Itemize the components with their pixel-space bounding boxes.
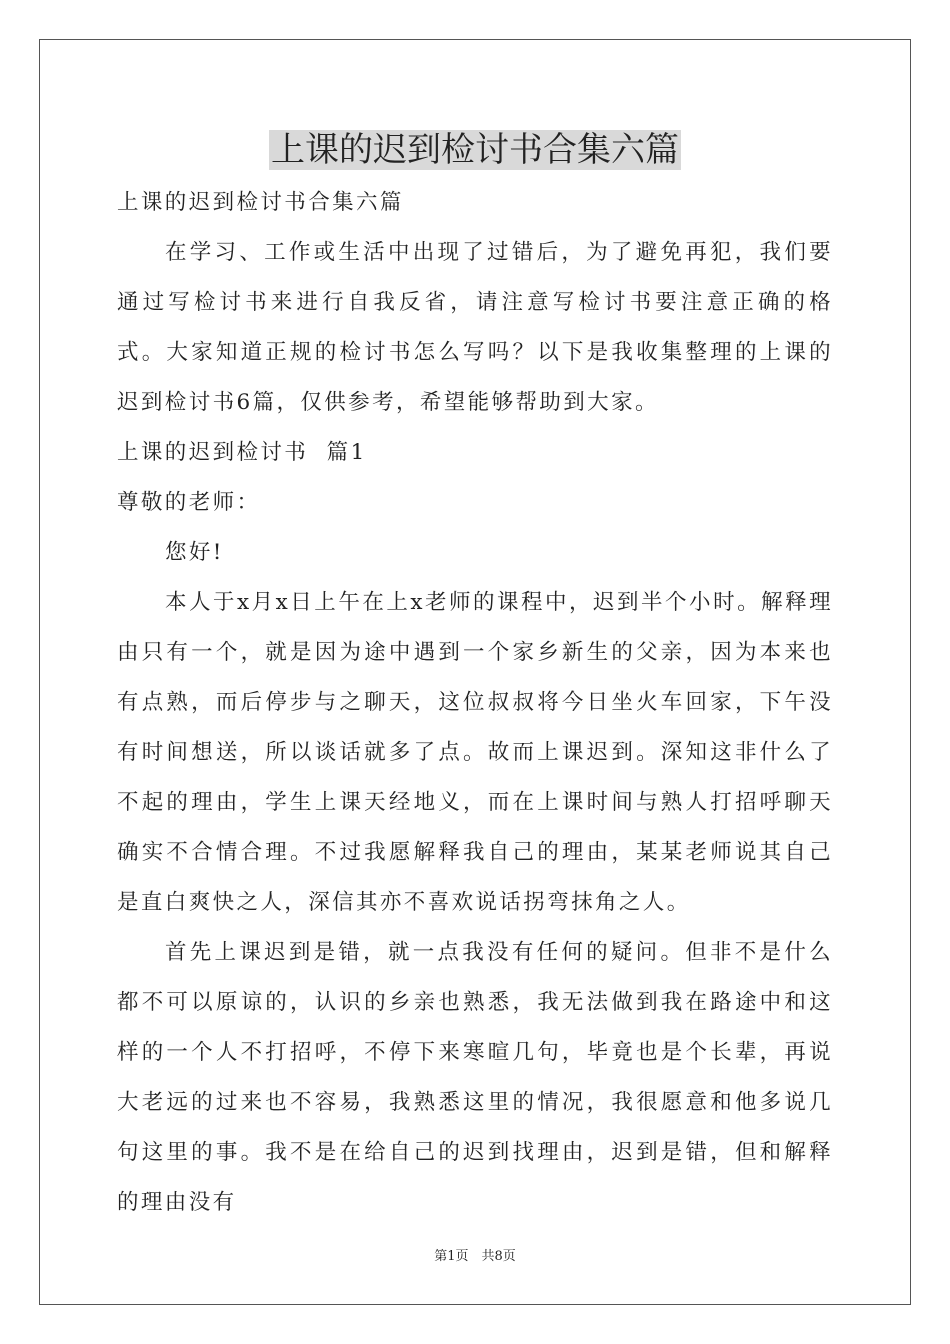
document-title (0, 128, 950, 172)
document-subtitle: 上课的迟到检讨书合集六篇 (117, 190, 404, 215)
page-number: 第1页 共8页 (434, 1249, 516, 1264)
document-title-text: 上课的迟到检讨书合集六篇 (271, 130, 679, 170)
document-body (117, 178, 833, 1228)
section-heading: 上课的迟到检讨书 篇1 (117, 440, 367, 465)
body-paragraph-2: 首先上课迟到是错，就一点我没有任何的疑问。但非不是什么都不可以原谅的，认识的乡亲也熟悉，我无法做到我在路途中和这样的一个人不打招呼，不停下来寒暄几句，毕竟也是个长辈，再说大老远的过来也不容易，我熟悉这里的情况，我很愿意和他多说几句这里的事。我不是在给自己的迟到找理由，迟到是错，但和解释的理由没有 (117, 940, 833, 1215)
page-footer (0, 1245, 950, 1264)
salutation: 尊敬的老师： (117, 490, 261, 515)
intro-paragraph: 在学习、工作或生活中出现了过错后，为了避免再犯，我们要通过写检讨书来进行自我反省，请注意写检讨书要注意正确的格式。大家知道正规的检讨书怎么写吗？以下是我收集整理的上课的迟到检讨书6篇，仅供参考，希望能够帮助到大家。 (117, 240, 833, 415)
greeting: 您好! (165, 540, 224, 565)
body-paragraph-1: 本人于x月x日上午在上x老师的课程中，迟到半个小时。解释理由只有一个，就是因为途中遇到一个家乡新生的父亲，因为本来也有点熟，而后停步与之聊天，这位叔叔将今日坐火车回家，下午没有时间想送，所以谈话就多了点。故而上课迟到。深知这非什么了不起的理由，学生上课天经地义，而在上课时间与熟人打招呼聊天确实不合情合理。不过我愿解释我自己的理由，某某老师说其自己是直白爽快之人，深信其亦不喜欢说话拐弯抹角之人。 (117, 590, 833, 915)
